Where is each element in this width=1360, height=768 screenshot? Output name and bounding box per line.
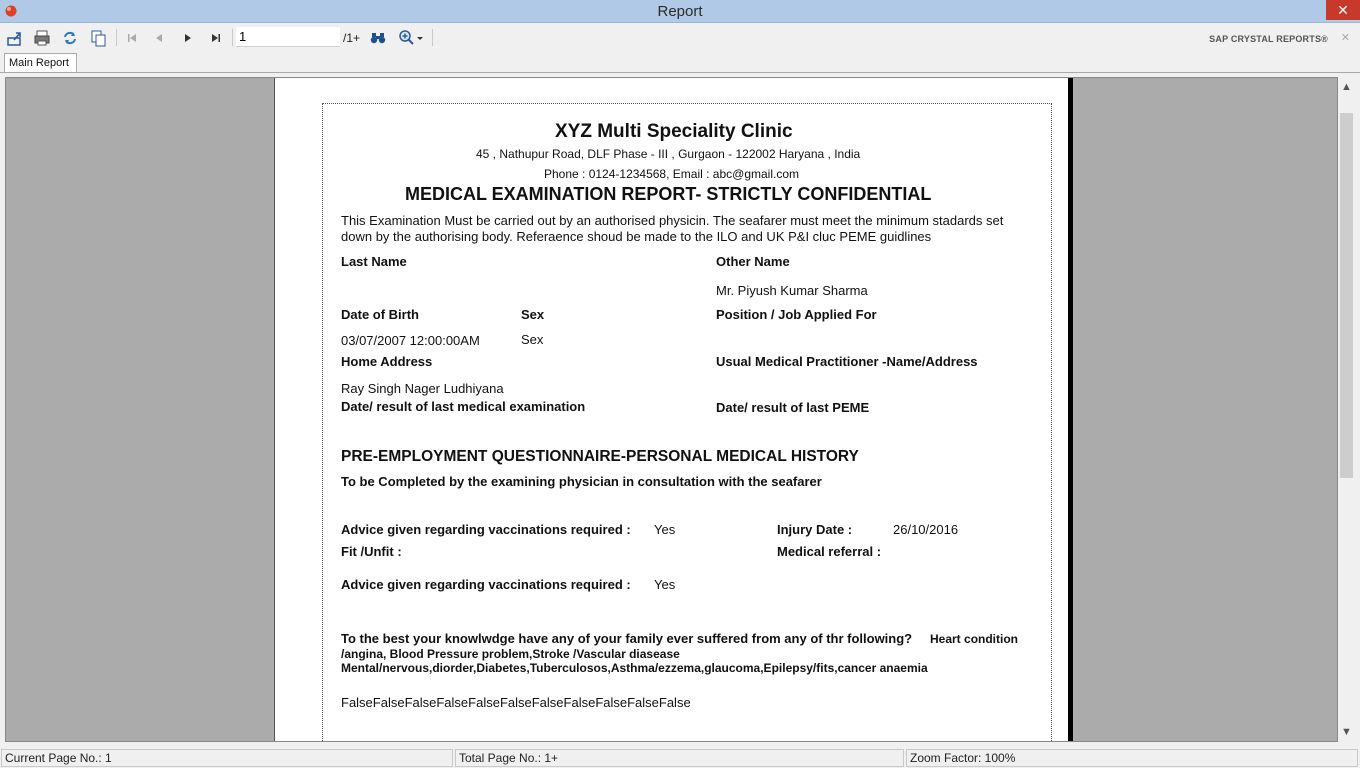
zoom-factor-status: Zoom Factor: 100%: [906, 749, 1358, 767]
clinic-contact: Phone : 0124-1234568, Email : abc@gmail.com: [544, 167, 799, 181]
scrollbar-thumb[interactable]: [1340, 113, 1353, 478]
first-page-icon: [125, 31, 139, 45]
family-history-values: FalseFalseFalseFalseFalseFalseFalseFalseFalseFalseFalse: [341, 695, 691, 710]
toolbar-separator: [432, 29, 433, 46]
print-button[interactable]: [31, 27, 53, 49]
position-label: Position / Job Applied For: [716, 307, 877, 322]
refresh-button[interactable]: [59, 27, 81, 49]
advice-label-2: Advice given regarding vaccinations required :: [341, 577, 631, 592]
previous-page-icon: [152, 31, 166, 45]
close-brand-icon[interactable]: ✕: [1340, 32, 1350, 44]
next-page-icon: [181, 31, 195, 45]
family-history-line2: /angina, Blood Pressure problem,Stroke /Vascular diasease: [341, 647, 680, 661]
tab-main-report[interactable]: Main Report: [4, 53, 77, 73]
home-address-label: Home Address: [341, 354, 433, 369]
report-page: [274, 78, 1069, 742]
chevron-down-icon: [416, 34, 424, 42]
home-address-value: Ray Singh Nager Ludhiyana: [341, 381, 504, 396]
zoom-button[interactable]: [396, 27, 426, 49]
injury-date-label: Injury Date :: [777, 522, 853, 537]
vertical-scrollbar[interactable]: [1338, 77, 1356, 742]
fit-unfit-label: Fit /Unfit :: [341, 544, 402, 559]
clinic-address: 45 , Nathupur Road, DLF Phase - III , Gurgaon - 122002 Haryana , India: [476, 147, 861, 161]
advice-label: Advice given regarding vaccinations required :: [341, 522, 631, 537]
intro-text-line1: This Examination Must be carried out by an authorised physicin. The seafarer must meet the minimum stadards set: [341, 213, 1004, 228]
first-page-button[interactable]: [121, 27, 143, 49]
last-page-icon: [209, 31, 223, 45]
report-viewer: [5, 77, 1338, 742]
advice-value: Yes: [654, 522, 676, 537]
sap-crystal-reports-logo: SAP CRYSTAL REPORTS®: [1209, 34, 1328, 44]
last-page-button[interactable]: [205, 27, 227, 49]
binoculars-icon: [369, 29, 387, 47]
current-page-status: Current Page No.: 1: [1, 749, 453, 767]
other-name-label: Other Name: [716, 254, 790, 269]
toolbar-separator: [116, 29, 117, 46]
page-number-input[interactable]: [236, 27, 340, 47]
section-subtitle: To be Completed by the examining physician in consultation with the seafarer: [341, 474, 822, 489]
family-history-heart: Heart condition: [930, 632, 1019, 646]
section-title: PRE-EMPLOYMENT QUESTIONNAIRE-PERSONAL MEDICAL HISTORY: [341, 448, 859, 465]
clinic-name: XYZ Multi Speciality Clinic: [555, 121, 793, 142]
previous-page-button[interactable]: [148, 27, 170, 49]
dob-value: 03/07/2007 12:00:00AM: [341, 333, 480, 348]
zoom-icon: [398, 29, 416, 47]
last-name-label: Last Name: [341, 254, 407, 269]
total-page-status: Total Page No.: 1+: [455, 749, 904, 767]
scroll-down-icon[interactable]: ▼: [1341, 726, 1352, 738]
sex-value: Sex: [521, 332, 544, 347]
other-name-value: Mr. Piyush Kumar Sharma: [716, 283, 868, 298]
find-button[interactable]: [367, 27, 389, 49]
window-title: Report: [657, 3, 703, 20]
title-bar: [0, 0, 1360, 23]
last-exam-label: Date/ result of last medical examination: [341, 399, 586, 414]
copy-button[interactable]: [87, 27, 109, 49]
medical-referral-label: Medical referral :: [777, 544, 882, 559]
report-heading: MEDICAL EXAMINATION REPORT- STRICTLY CONFIDENTIAL: [405, 184, 932, 204]
injury-date-value: 26/10/2016: [893, 522, 959, 537]
scroll-up-icon[interactable]: ▲: [1341, 81, 1352, 93]
toolbar-separator: [232, 29, 233, 46]
close-window-button[interactable]: ✕: [1326, 0, 1360, 20]
refresh-icon: [61, 29, 79, 47]
tab-divider: [0, 72, 1360, 73]
next-page-button[interactable]: [177, 27, 199, 49]
printer-icon: [33, 29, 51, 47]
advice-value-2: Yes: [654, 577, 676, 592]
sex-label: Sex: [521, 307, 545, 322]
status-bar: [0, 748, 1360, 768]
intro-text-line2: down by the authorising body. Referaence shoud be made to the ILO and UK P&I cluc PEME guidlines: [341, 229, 932, 244]
practitioner-label: Usual Medical Practitioner -Name/Address: [716, 354, 978, 369]
toolbar: [0, 23, 1360, 52]
dob-label: Date of Birth: [341, 307, 419, 322]
copy-icon: [89, 29, 107, 47]
export-button[interactable]: [4, 27, 26, 49]
page-edge: [1068, 78, 1073, 742]
family-history-line3: Mental/nervous,diorder,Diabetes,Tuberculosos,Asthma/ezzema,glaucoma,Epilepsy/fits,cancer anaemia: [341, 661, 928, 675]
last-peme-label: Date/ result of last PEME: [716, 400, 870, 415]
family-history-question: To the best your knowlwdge have any of your family ever suffered from any of thr following?: [341, 631, 913, 646]
page-total-label: /1+: [343, 31, 361, 45]
export-icon: [6, 29, 24, 47]
